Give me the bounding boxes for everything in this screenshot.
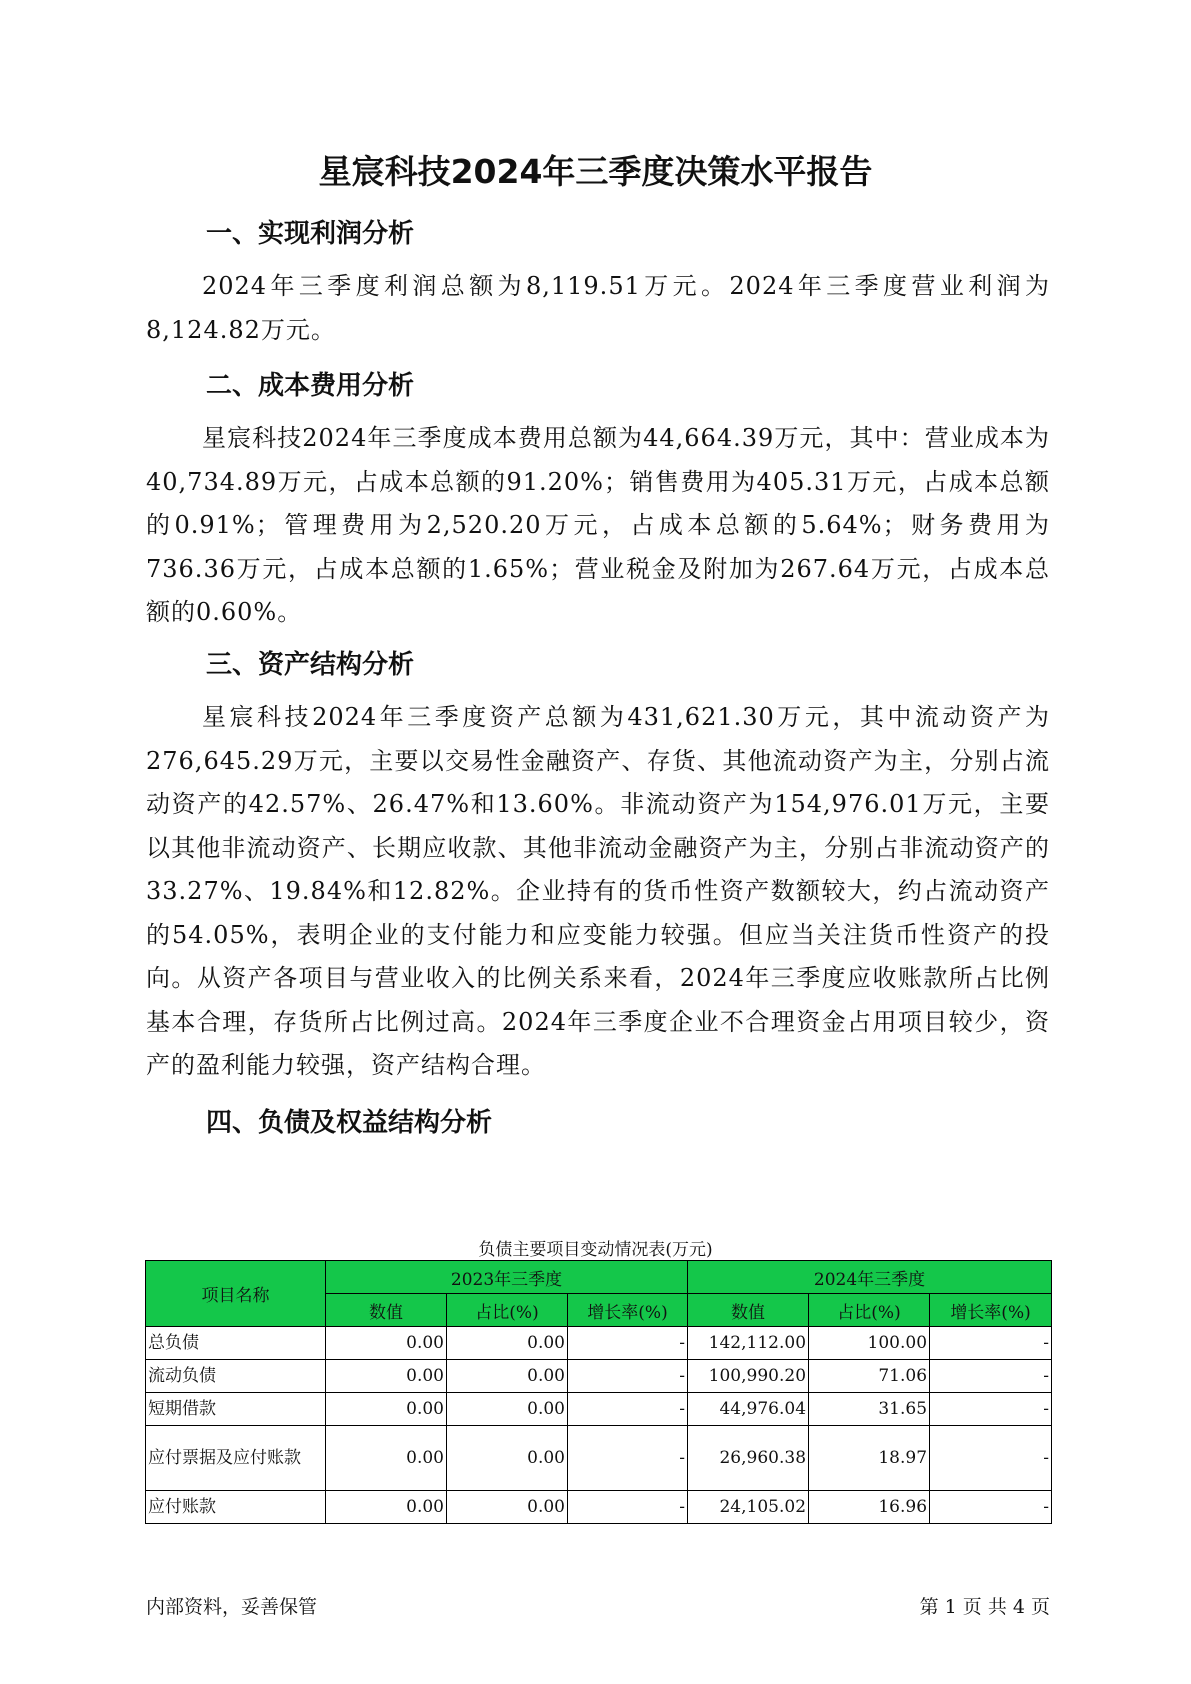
cell-growth-2024: - — [930, 1360, 1052, 1393]
table-subheader-value: 数值 — [326, 1294, 447, 1327]
cell-value-2024: 24,105.02 — [688, 1491, 809, 1524]
table-subheader-share: 占比(%) — [447, 1294, 568, 1327]
table-row — [146, 1426, 1052, 1491]
liabilities-table — [145, 1260, 1052, 1524]
cell-share-2023: 0.00 — [447, 1491, 568, 1524]
cell-share-2024: 31.65 — [809, 1393, 930, 1426]
cell-growth-2023: - — [568, 1491, 688, 1524]
table-row — [146, 1393, 1052, 1426]
cell-share-2024: 71.06 — [809, 1360, 930, 1393]
section-paragraph-assets: 星宸科技2024年三季度资产总额为431,621.30万元，其中流动资产为276,645.29万元，主要以交易性金融资产、存货、其他流动资产为主，分别占流动资产的42.57%、26.47%和13.60%。非流动资产为154,976.01万元，主要以其他非流动资产、长期应收款、其他非流动金融资产为主，分别占非流动资产的33.27%、19.84%和12.82%。企业持有的货币性资产数额较大，约占流动资产的54.05%，表明企业的支付能力和应变能力较强。但应当关注货币性资产的投向。从资产各项目与营业收入的比例关系来看，2024年三季度应收账款所占比例基本合理，存货所占比例过高。2024年三季度企业不合理资金占用项目较少，资产的盈利能力较强，资产结构合理。 — [146, 703, 1050, 1079]
cell-value-2023: 0.00 — [326, 1360, 447, 1393]
cell-value-2023: 0.00 — [326, 1327, 447, 1360]
table-caption: 负债主要项目变动情况表(万元) — [478, 1240, 713, 1260]
cell-growth-2024: - — [930, 1393, 1052, 1426]
cell-value-2024: 100,990.20 — [688, 1360, 809, 1393]
cell-share-2024: 18.97 — [809, 1426, 930, 1491]
section-heading-liabilities: 四、负债及权益结构分析 — [206, 1108, 493, 1138]
cell-growth-2023: - — [568, 1327, 688, 1360]
cell-growth-2023: - — [568, 1360, 688, 1393]
cell-growth-2024: - — [930, 1426, 1052, 1491]
cell-share-2024: 100.00 — [809, 1327, 930, 1360]
cell-growth-2023: - — [568, 1426, 688, 1491]
footer-page-number: 第 1 页 共 4 页 — [919, 1596, 1050, 1618]
table-header-period-2024: 2024年三季度 — [688, 1261, 1052, 1294]
table-row — [146, 1491, 1052, 1524]
cell-value-2024: 44,976.04 — [688, 1393, 809, 1426]
table-subheader-growth: 增长率(%) — [930, 1294, 1052, 1327]
cell-share-2023: 0.00 — [447, 1426, 568, 1491]
table-subheader-value: 数值 — [688, 1294, 809, 1327]
section-paragraph-profit: 2024年三季度利润总额为8,119.51万元。2024年三季度营业利润为8,124.82万元。 — [146, 272, 1050, 344]
cell-value-2024: 26,960.38 — [688, 1426, 809, 1491]
section-paragraph-cost: 星宸科技2024年三季度成本费用总额为44,664.39万元，其中：营业成本为40,734.89万元，占成本总额的91.20%；销售费用为405.31万元，占成本总额的0.91%；管理费用为2,520.20万元，占成本总额的5.64%；财务费用为736.36万元，占成本总额的1.65%；营业税金及附加为267.64万元，占成本总额的0.60%。 — [146, 424, 1050, 626]
cell-value-2023: 0.00 — [326, 1491, 447, 1524]
row-name: 总负债 — [146, 1327, 326, 1360]
table-subheader-growth: 增长率(%) — [568, 1294, 688, 1327]
cell-share-2024: 16.96 — [809, 1491, 930, 1524]
cell-share-2023: 0.00 — [447, 1360, 568, 1393]
cell-value-2023: 0.00 — [326, 1393, 447, 1426]
table-row — [146, 1360, 1052, 1393]
table-header-item: 项目名称 — [146, 1261, 326, 1327]
row-name: 短期借款 — [146, 1393, 326, 1426]
report-title: 星宸科技2024年三季度决策水平报告 — [318, 152, 873, 191]
section-heading-cost: 二、成本费用分析 — [206, 371, 415, 401]
cell-growth-2024: - — [930, 1491, 1052, 1524]
cell-value-2023: 0.00 — [326, 1426, 447, 1491]
section-heading-assets: 三、资产结构分析 — [206, 650, 415, 680]
row-name: 流动负债 — [146, 1360, 326, 1393]
row-name: 应付票据及应付账款 — [146, 1426, 326, 1491]
table-header-period-2023: 2023年三季度 — [326, 1261, 688, 1294]
cell-growth-2024: - — [930, 1327, 1052, 1360]
table-row — [146, 1327, 1052, 1360]
cell-share-2023: 0.00 — [447, 1393, 568, 1426]
cell-share-2023: 0.00 — [447, 1327, 568, 1360]
footer-confidential-note: 内部资料，妥善保管 — [146, 1596, 318, 1618]
cell-growth-2023: - — [568, 1393, 688, 1426]
section-heading-profit: 一、实现利润分析 — [206, 219, 415, 249]
row-name: 应付账款 — [146, 1491, 326, 1524]
table-subheader-share: 占比(%) — [809, 1294, 930, 1327]
cell-value-2024: 142,112.00 — [688, 1327, 809, 1360]
